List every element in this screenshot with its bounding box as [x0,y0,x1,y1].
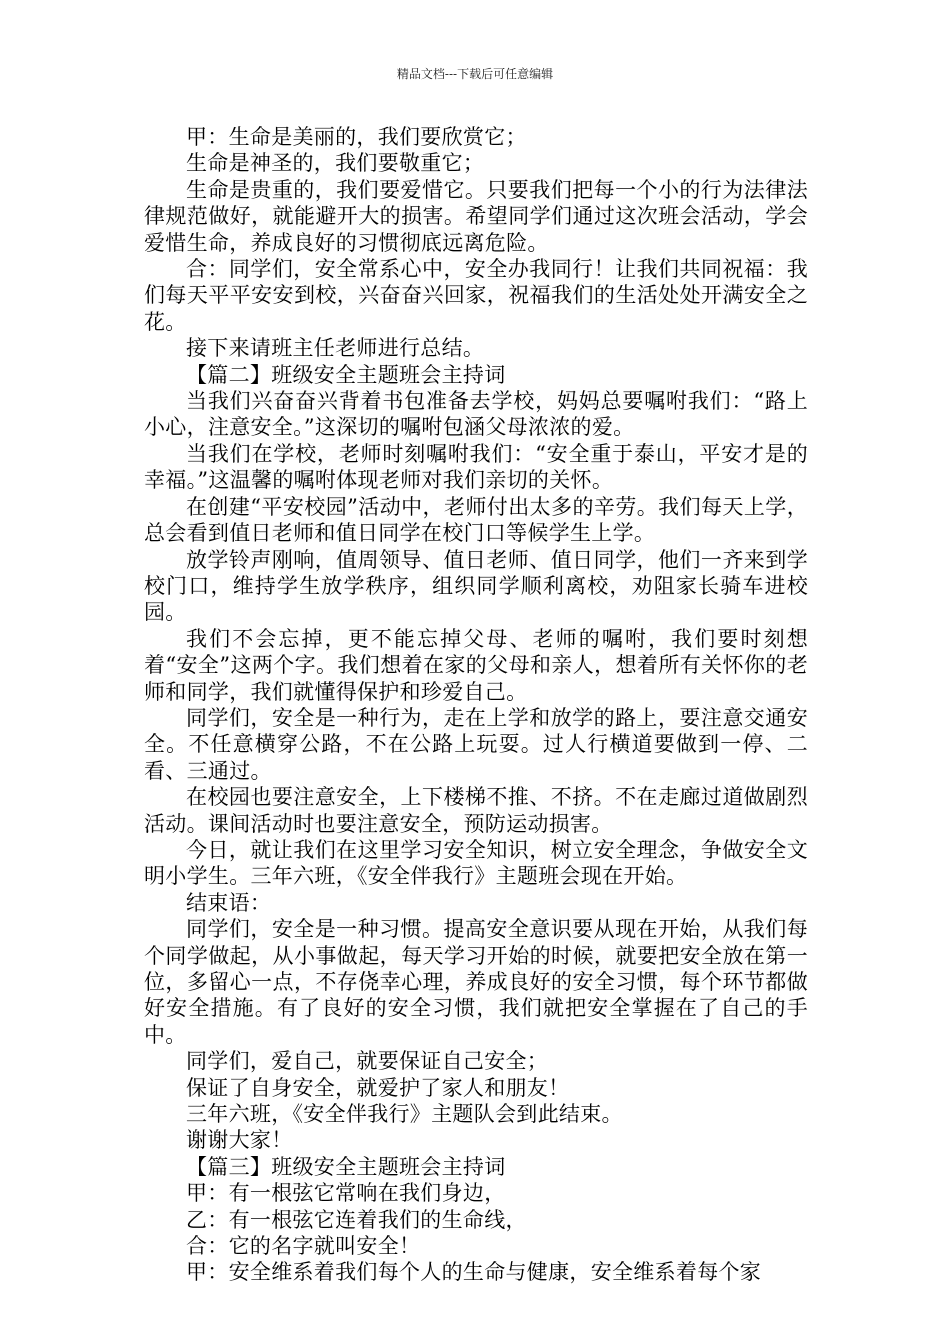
paragraph: 生命是神圣的，我们要敬重它； [186,151,485,176]
section-heading: 【篇三】班级安全主题班会主持词 [186,1154,506,1179]
paragraph: 今日，就让我们在这里学习安全知识，树立安全理念，争做安全文明小学生。三年六班，《安全伴我行》主题班会现在开始。 [144,837,808,889]
paragraph: 甲：有一根弦它常响在我们身边， [186,1181,506,1206]
paragraph: 乙：有一根弦它连着我们的生命线， [186,1207,527,1232]
paragraph: 在校园也要注意安全，上下楼梯不推、不挤。不在走廊过道做剧烈活动。课间活动时也要注意安全，预防运动损害。 [144,785,808,836]
paragraph: 谢谢大家！ [186,1128,293,1153]
paragraph: 结束语： [186,890,272,915]
paragraph: 同学们，安全是一种行为，走在上学和放学的路上，要注意交通安全。不任意横穿公路，不在公路上玩耍。过人行横道要做到一停、二看、三通过。 [144,705,808,783]
page-header: 精品文档---下载后可任意编辑 [396,67,554,81]
paragraph: 同学们，爱自己，就要保证自己安全； [186,1049,549,1074]
paragraph: 甲：安全维系着我们每个人的生命与健康，安全维系着每个家 [186,1260,762,1285]
document-body [144,124,808,1286]
paragraph: 合：同学们，安全常系心中，安全办我同行！让我们共同祝福：我们每天平平安安到校，兴奋奋兴回家，祝福我们的生活处处开满安全之花。 [144,257,808,334]
paragraph: 放学铃声刚响，值周领导、值日老师、值日同学，他们一齐来到学校门口，维持学生放学秩序，组织同学顺利离校，劝阻家长骑车进校园。 [144,547,808,625]
section-heading: 【篇二】班级安全主题班会主持词 [186,362,506,387]
paragraph: 保证了自身安全，就爱护了家人和朋友！ [186,1075,570,1100]
paragraph: 当我们兴奋奋兴背着书包准备去学校，妈妈总要嘱咐我们：“路上小心，注意安全。”这深切的嘱咐包涵父母浓浓的爱。 [144,389,808,440]
paragraph: 当我们在学校，老师时刻嘱咐我们：“安全重于泰山，平安才是的幸福。”这温馨的嘱咐体现老师对我们亲切的关怀。 [144,441,808,493]
paragraph: 接下来请班主任老师进行总结。 [186,336,485,361]
paragraph: 三年六班，《安全伴我行》主题队会到此结束。 [186,1102,623,1127]
paragraph: 在创建“平安校园”活动中，老师付出太多的辛劳。我们每天上学，总会看到值日老师和值日同学在校门口等候学生上学。 [144,494,808,546]
paragraph: 我们不会忘掉，更不能忘掉父母、老师的嘱咐，我们要时刻想着“安全”这两个字。我们想着在家的父母和亲人，想着所有关怀你的老师和同学，我们就懂得保护和珍爱自己。 [144,626,808,704]
paragraph: 同学们，安全是一种习惯。提高安全意识要从现在开始，从我们每个同学做起，从小事做起，每天学习开始的时候，就要把安全放在第一位，多留心一点，不存侥幸心理，养成良好的安全习惯，每个环节都做好安全措施。有了良好的安全习惯，我们就把安全掌握在了自己的手中。 [144,917,808,1047]
paragraph: 生命是贵重的，我们要爱惜它。只要我们把每一个小的行为法律法律规范做好，就能避开大的损害。希望同学们通过这次班会活动，学会爱惜生命，养成良好的习惯彻底远离危险。 [144,177,808,255]
paragraph: 甲：生命是美丽的，我们要欣赏它； [186,125,527,149]
paragraph: 合：它的名字就叫安全！ [186,1234,421,1259]
